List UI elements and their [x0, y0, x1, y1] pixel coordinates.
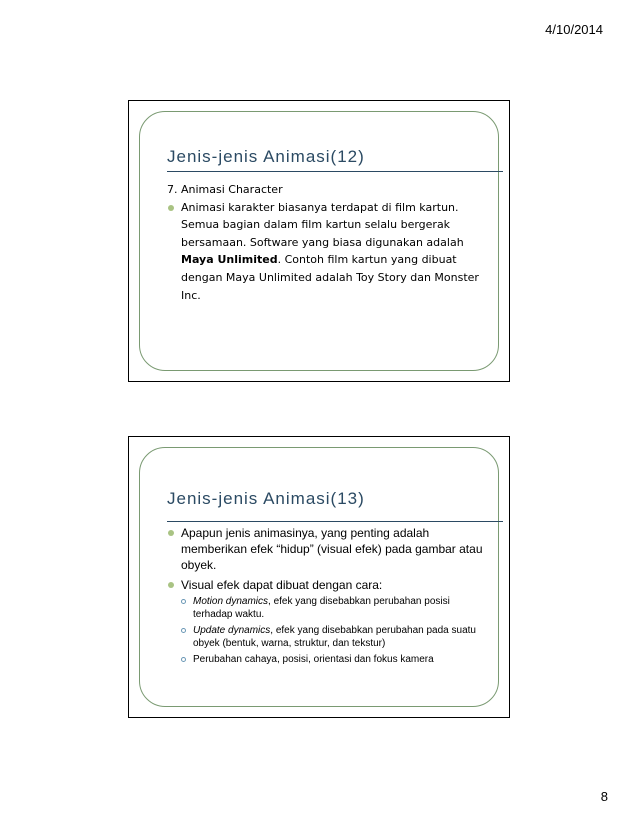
section-heading: 7. Animasi Character — [167, 183, 283, 196]
sub-bullet-item: Perubahan cahaya, posisi, orientasi dan fokus kamera — [181, 654, 487, 667]
term: Motion dynamics — [193, 596, 269, 607]
bullet-item — [167, 199, 487, 305]
title-divider — [167, 521, 503, 522]
sub-text: , efek yang disebabkan perubahan posisi terhadap waktu. — [193, 596, 450, 620]
bullet-text-end: . Contoh film kartun yang dibuat dengan Maya Unlimited adalah Toy Story dan Monster Inc. — [181, 253, 479, 302]
title-divider — [167, 171, 503, 172]
software-name: Maya Unlimited — [181, 253, 278, 267]
sub-bullet-item — [181, 625, 487, 650]
slide-13 — [128, 436, 510, 718]
bullet-item: Visual efek dapat dibuat dengan cara: — [167, 577, 487, 593]
sub-bullet-item — [181, 596, 487, 621]
slide-content — [167, 181, 487, 304]
slide-title: Jenis-jenis Animasi(13) — [167, 489, 365, 508]
slide-title: Jenis-jenis Animasi(12) — [167, 147, 365, 166]
slide-content — [167, 525, 487, 671]
print-date: 4/10/2014 — [545, 22, 603, 37]
term: Update dynamics — [193, 625, 271, 636]
sub-bullet-list — [181, 596, 487, 667]
bullet-text: Animasi karakter biasanya terdapat di film kartun. Semua bagian dalam film kartun selalu bergerak bersamaan. Software yang biasa digunakan adalah — [181, 200, 464, 249]
slide-12 — [128, 100, 510, 382]
page-number: 8 — [600, 789, 608, 804]
sub-text: , efek yang disebabkan perubahan pada suatu obyek (bentuk, warna, struktur, dan tekstur) — [193, 625, 476, 649]
bullet-item: Apapun jenis animasinya, yang penting adalah memberikan efek “hidup” (visual efek) pada gambar atau obyek. — [167, 525, 487, 573]
